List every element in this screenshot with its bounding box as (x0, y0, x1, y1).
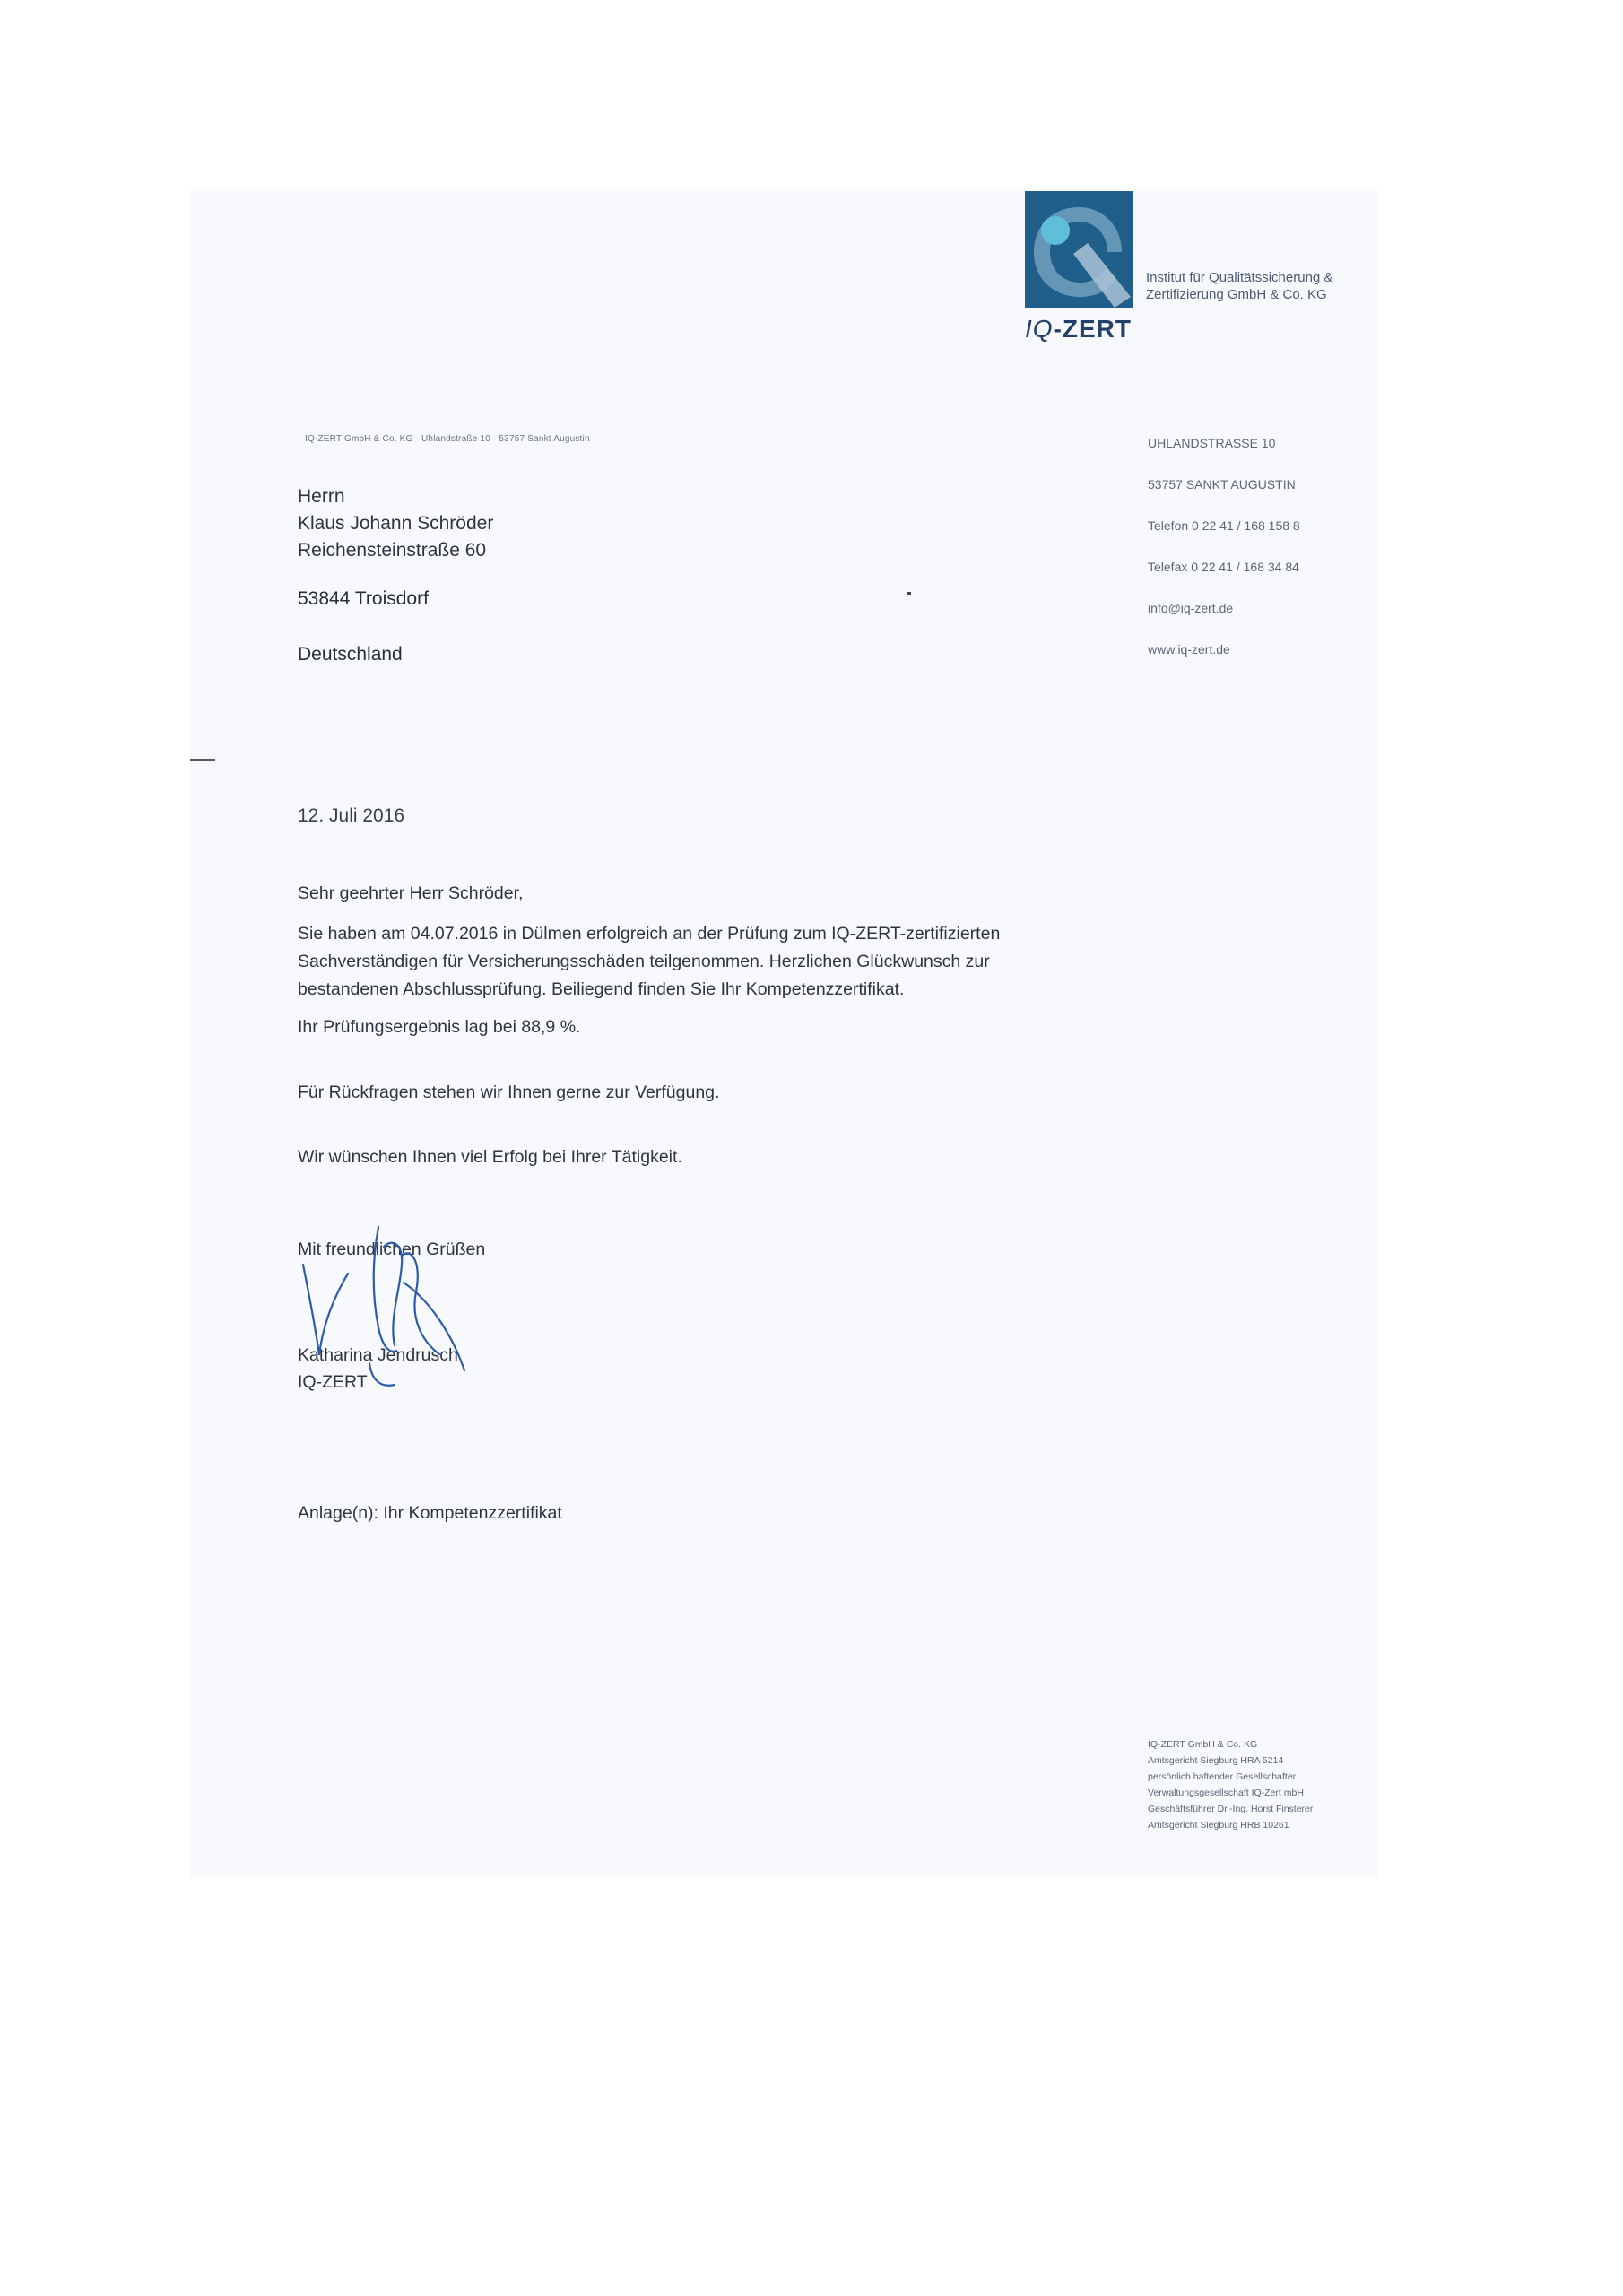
exam-result: Ihr Prüfungsergebnis lag bei 88,9 %. (298, 1017, 581, 1037)
contact-email[interactable]: info@iq-zert.de (1148, 601, 1234, 615)
attachment-line: Anlage(n): Ihr Kompetenzzertifikat (298, 1503, 562, 1523)
recipient-city: 53844 Troisdorf (298, 588, 429, 609)
contact-phone: Telefon 0 22 41 / 168 158 8 (1148, 518, 1300, 533)
recipient-street: Reichensteinstraße 60 (298, 540, 487, 561)
letter-greeting: Sehr geehrter Herr Schröder, (298, 883, 524, 903)
recipient-country: Deutschland (298, 644, 403, 665)
legal-footer: IQ-ZERT GmbH & Co. KG Amtsgericht Siegburg HRA 5214 persönlich haftender Gesellschafter Verwaltungsgesellschaft IQ-Zert mbH Geschäftsführer Dr.-Ing. Horst Finsterer Amtsgericht Siegburg HRB 10261 (1148, 1739, 1314, 1831)
fold-mark (190, 759, 215, 761)
letter-date: 12. Juli 2016 (298, 805, 405, 826)
institute-name: Institut für Qualitätssicherung & Zertifizierung GmbH & Co. KG (1146, 270, 1333, 302)
logo-wordmark: IQ-ZERT (1025, 315, 1132, 343)
questions-line: Für Rückfragen stehen wir Ihnen gerne zur Verfügung. (298, 1083, 720, 1102)
contact-city: 53757 SANKT AUGUSTIN (1148, 477, 1296, 491)
closing-line: Mit freundlichen Grüßen (298, 1239, 486, 1259)
signer-org: IQ-ZERT (298, 1372, 368, 1392)
handwritten-signature (296, 1220, 484, 1399)
recipient-salutation: Herrn (298, 486, 345, 507)
contact-web[interactable]: www.iq-zert.de (1148, 642, 1230, 657)
contact-fax: Telefax 0 22 41 / 168 34 84 (1148, 560, 1299, 574)
letter-paragraph: Sie haben am 04.07.2016 in Dülmen erfolgreich an der Prüfung zum IQ-ZERT-zertifizierten Sachverständigen für Versicherungsschäden teilgenommen. Herzlichen Glückwunsch zur bestandenen Abschlussprüfung. Beiliegend finden Sie Ihr Kompetenzzertifikat. (298, 924, 1001, 999)
sender-return-line: IQ-ZERT GmbH & Co. KG · Uhlandstraße 10 · 53757 Sankt Augustin (305, 434, 590, 444)
iq-zert-logo (1025, 191, 1137, 343)
recipient-address (298, 483, 493, 564)
signer-name: Katharina Jendrusch (298, 1345, 458, 1365)
iq-zert-logo-icon (1025, 191, 1133, 308)
recipient-name: Klaus Johann Schröder (298, 513, 494, 534)
contact-block (1148, 436, 1300, 683)
wishes-line: Wir wünschen Ihnen viel Erfolg bei Ihrer Tätigkeit. (298, 1147, 682, 1167)
scan-speck (907, 592, 911, 595)
contact-street: UHLANDSTRASSE 10 (1148, 436, 1276, 450)
